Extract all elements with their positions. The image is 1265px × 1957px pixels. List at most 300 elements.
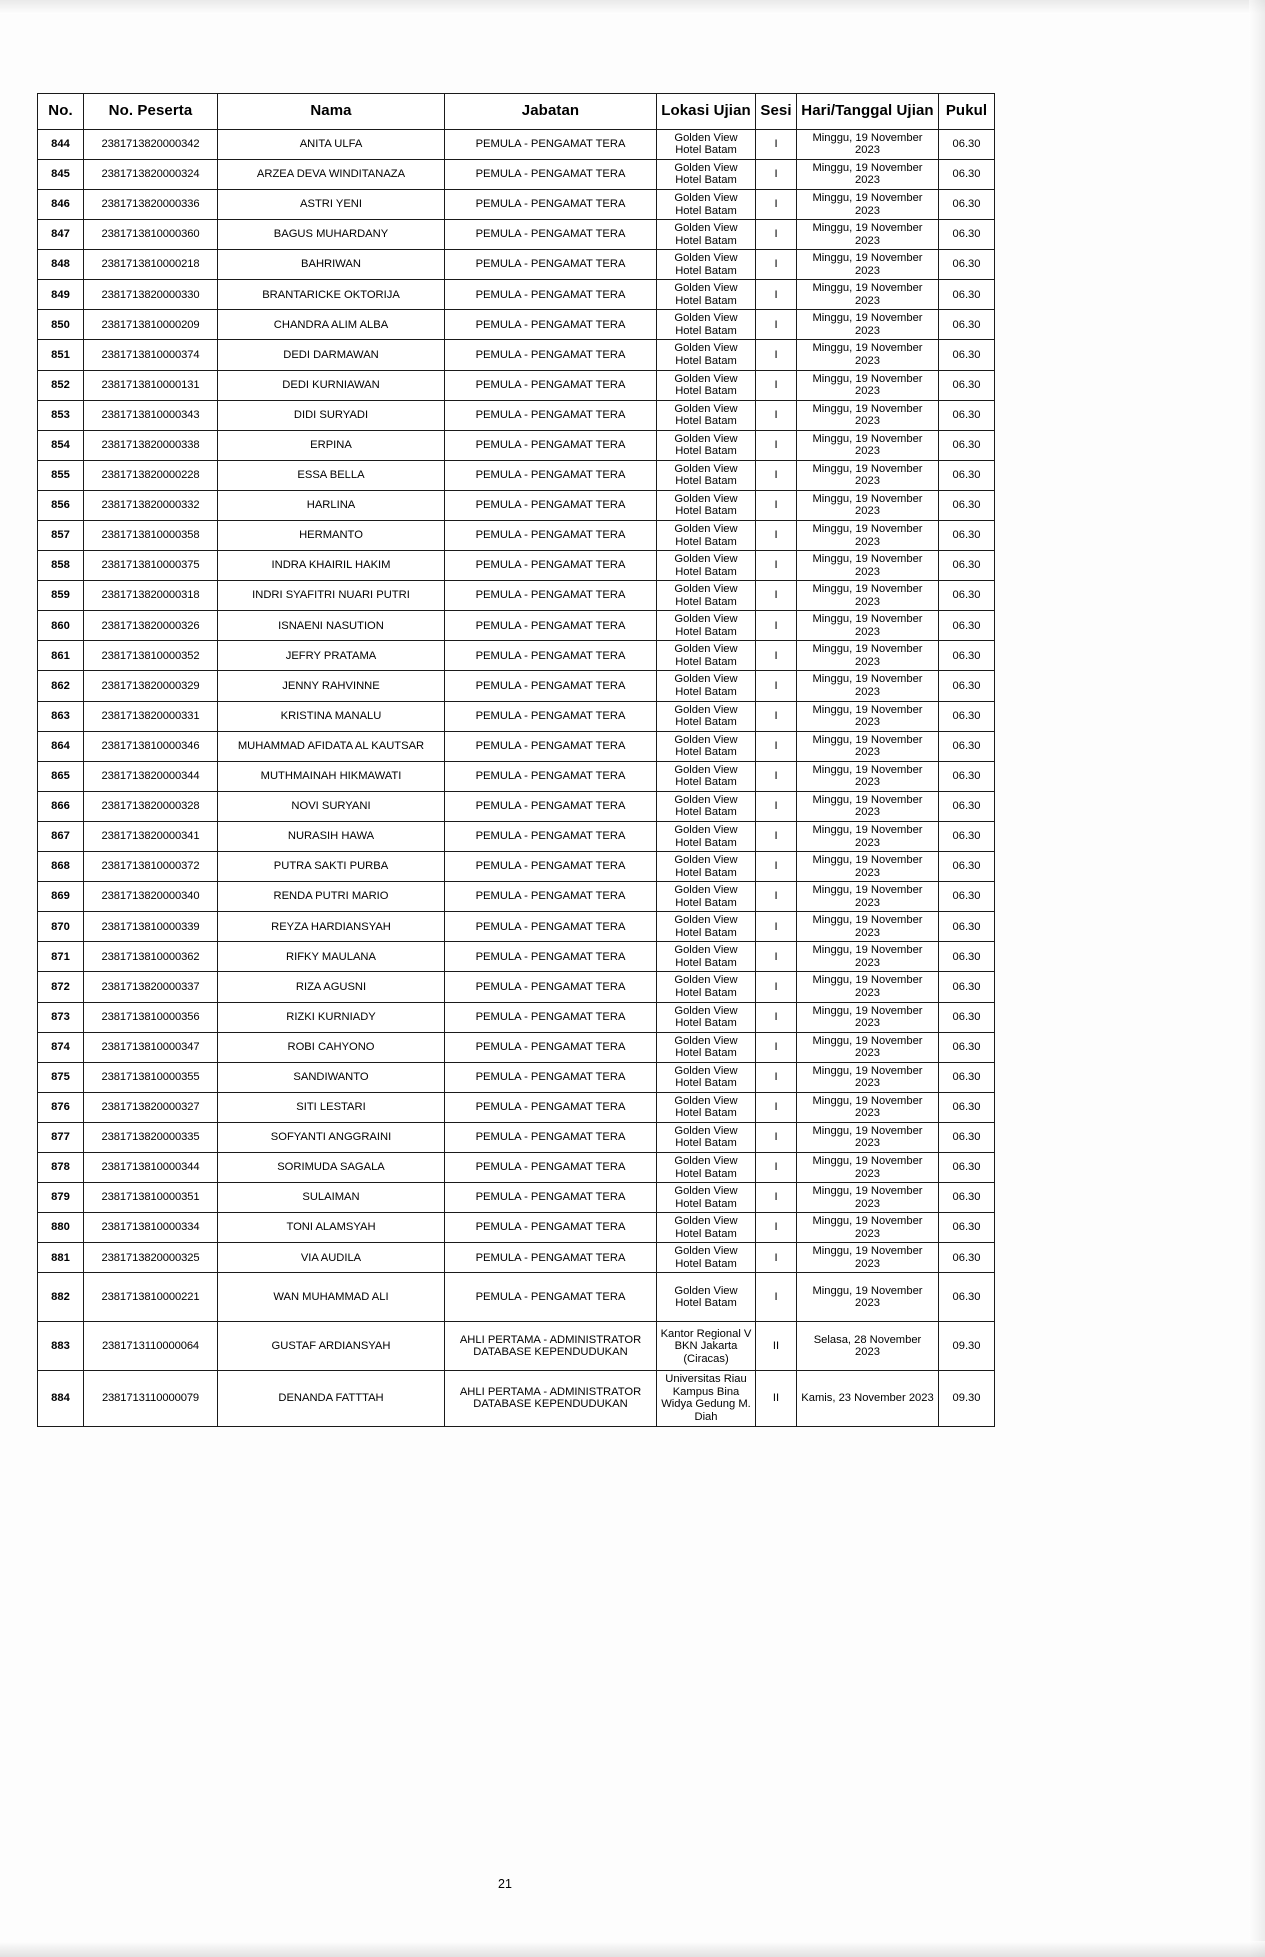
cell-lokasi-ujian: Golden View Hotel Batam [657, 280, 756, 310]
cell-lokasi-ujian: Golden View Hotel Batam [657, 340, 756, 370]
table-row [38, 430, 995, 460]
cell-jabatan: PEMULA - PENGAMAT TERA [445, 1002, 657, 1032]
cell-hari-tanggal: Minggu, 19 November 2023 [797, 490, 939, 520]
cell-jabatan: PEMULA - PENGAMAT TERA [445, 882, 657, 912]
cell-hari-tanggal: Minggu, 19 November 2023 [797, 821, 939, 851]
cell-nama: INDRA KHAIRIL HAKIM [218, 551, 445, 581]
cell-hari-tanggal: Minggu, 19 November 2023 [797, 761, 939, 791]
cell-nama: RENDA PUTRI MARIO [218, 882, 445, 912]
cell-lokasi-ujian: Kantor Regional V BKN Jakarta (Ciracas) [657, 1322, 756, 1371]
cell-hari-tanggal: Minggu, 19 November 2023 [797, 1032, 939, 1062]
cell-no: 879 [38, 1183, 84, 1213]
cell-hari-tanggal: Minggu, 19 November 2023 [797, 189, 939, 219]
cell-hari-tanggal: Minggu, 19 November 2023 [797, 129, 939, 159]
cell-pukul: 06.30 [939, 460, 995, 490]
column-header-nama: Nama [218, 94, 445, 130]
cell-sesi: I [756, 1243, 797, 1273]
cell-jabatan: PEMULA - PENGAMAT TERA [445, 821, 657, 851]
cell-no-peserta: 2381713820000328 [84, 791, 218, 821]
cell-lokasi-ujian: Golden View Hotel Batam [657, 370, 756, 400]
cell-sesi: I [756, 1152, 797, 1182]
cell-pukul: 06.30 [939, 912, 995, 942]
cell-no-peserta: 2381713820000337 [84, 972, 218, 1002]
cell-jabatan: AHLI PERTAMA - ADMINISTRATOR DATABASE KEPENDUDUKAN [445, 1322, 657, 1371]
cell-nama: RIFKY MAULANA [218, 942, 445, 972]
column-header-jabatan: Jabatan [445, 94, 657, 130]
table-row [38, 310, 995, 340]
cell-hari-tanggal: Minggu, 19 November 2023 [797, 1152, 939, 1182]
cell-pukul: 06.30 [939, 250, 995, 280]
table-row [38, 460, 995, 490]
cell-no: 860 [38, 611, 84, 641]
cell-sesi: I [756, 400, 797, 430]
cell-lokasi-ujian: Golden View Hotel Batam [657, 761, 756, 791]
table-row [38, 791, 995, 821]
cell-hari-tanggal: Minggu, 19 November 2023 [797, 1122, 939, 1152]
table-row [38, 280, 995, 310]
cell-nama: PUTRA SAKTI PURBA [218, 852, 445, 882]
cell-lokasi-ujian: Golden View Hotel Batam [657, 671, 756, 701]
cell-no: 857 [38, 521, 84, 551]
column-header-no-peserta: No. Peserta [84, 94, 218, 130]
scan-edge-top [0, 0, 1265, 14]
cell-no: 878 [38, 1152, 84, 1182]
cell-hari-tanggal: Minggu, 19 November 2023 [797, 220, 939, 250]
cell-no: 851 [38, 340, 84, 370]
cell-no: 867 [38, 821, 84, 851]
cell-lokasi-ujian: Golden View Hotel Batam [657, 791, 756, 821]
cell-lokasi-ujian: Golden View Hotel Batam [657, 1032, 756, 1062]
table-row [38, 671, 995, 701]
cell-hari-tanggal: Minggu, 19 November 2023 [797, 551, 939, 581]
cell-no: 858 [38, 551, 84, 581]
cell-sesi: I [756, 1092, 797, 1122]
cell-no-peserta: 2381713820000330 [84, 280, 218, 310]
cell-hari-tanggal: Minggu, 19 November 2023 [797, 791, 939, 821]
cell-sesi: I [756, 129, 797, 159]
cell-hari-tanggal: Minggu, 19 November 2023 [797, 521, 939, 551]
table-row [38, 611, 995, 641]
cell-pukul: 06.30 [939, 882, 995, 912]
table-row [38, 942, 995, 972]
cell-hari-tanggal: Minggu, 19 November 2023 [797, 340, 939, 370]
cell-jabatan: PEMULA - PENGAMAT TERA [445, 1183, 657, 1213]
cell-no-peserta: 2381713810000209 [84, 310, 218, 340]
cell-no: 850 [38, 310, 84, 340]
cell-hari-tanggal: Minggu, 19 November 2023 [797, 1062, 939, 1092]
cell-sesi: II [756, 1371, 797, 1426]
column-header-sesi: Sesi [756, 94, 797, 130]
cell-no-peserta: 2381713810000375 [84, 551, 218, 581]
cell-hari-tanggal: Minggu, 19 November 2023 [797, 882, 939, 912]
cell-no-peserta: 2381713820000335 [84, 1122, 218, 1152]
cell-jabatan: PEMULA - PENGAMAT TERA [445, 852, 657, 882]
cell-no-peserta: 2381713820000327 [84, 1092, 218, 1122]
cell-lokasi-ujian: Golden View Hotel Batam [657, 641, 756, 671]
cell-no: 848 [38, 250, 84, 280]
cell-hari-tanggal: Minggu, 19 November 2023 [797, 1273, 939, 1322]
cell-no-peserta: 2381713810000339 [84, 912, 218, 942]
cell-pukul: 06.30 [939, 340, 995, 370]
cell-jabatan: PEMULA - PENGAMAT TERA [445, 1273, 657, 1322]
cell-no-peserta: 2381713810000131 [84, 370, 218, 400]
cell-no: 856 [38, 490, 84, 520]
cell-sesi: I [756, 280, 797, 310]
cell-jabatan: PEMULA - PENGAMAT TERA [445, 1122, 657, 1152]
cell-no-peserta: 2381713820000336 [84, 189, 218, 219]
cell-lokasi-ujian: Golden View Hotel Batam [657, 250, 756, 280]
document-body [37, 93, 988, 1427]
table-row [38, 250, 995, 280]
cell-no: 882 [38, 1273, 84, 1322]
cell-sesi: I [756, 250, 797, 280]
cell-hari-tanggal: Minggu, 19 November 2023 [797, 1092, 939, 1122]
cell-sesi: I [756, 1183, 797, 1213]
cell-lokasi-ujian: Golden View Hotel Batam [657, 581, 756, 611]
table-row [38, 731, 995, 761]
cell-nama: REYZA HARDIANSYAH [218, 912, 445, 942]
cell-hari-tanggal: Minggu, 19 November 2023 [797, 1243, 939, 1273]
cell-sesi: I [756, 159, 797, 189]
cell-nama: SULAIMAN [218, 1183, 445, 1213]
cell-pukul: 06.30 [939, 1213, 995, 1243]
cell-lokasi-ujian: Golden View Hotel Batam [657, 430, 756, 460]
scan-edge-bottom [0, 1941, 1265, 1957]
cell-jabatan: PEMULA - PENGAMAT TERA [445, 400, 657, 430]
cell-no: 880 [38, 1213, 84, 1243]
cell-hari-tanggal: Minggu, 19 November 2023 [797, 430, 939, 460]
cell-pukul: 06.30 [939, 129, 995, 159]
cell-nama: ISNAENI NASUTION [218, 611, 445, 641]
cell-sesi: I [756, 972, 797, 1002]
cell-hari-tanggal: Minggu, 19 November 2023 [797, 1213, 939, 1243]
cell-nama: NURASIH HAWA [218, 821, 445, 851]
cell-nama: NOVI SURYANI [218, 791, 445, 821]
cell-nama: ASTRI YENI [218, 189, 445, 219]
cell-nama: WAN MUHAMMAD ALI [218, 1273, 445, 1322]
cell-pukul: 06.30 [939, 671, 995, 701]
table-row [38, 1122, 995, 1152]
cell-pukul: 06.30 [939, 521, 995, 551]
table-row [38, 1371, 995, 1426]
cell-pukul: 06.30 [939, 1002, 995, 1032]
cell-no: 849 [38, 280, 84, 310]
cell-lokasi-ujian: Golden View Hotel Batam [657, 731, 756, 761]
cell-nama: MUHAMMAD AFIDATA AL KAUTSAR [218, 731, 445, 761]
cell-jabatan: PEMULA - PENGAMAT TERA [445, 641, 657, 671]
cell-sesi: I [756, 310, 797, 340]
cell-no: 877 [38, 1122, 84, 1152]
cell-lokasi-ujian: Golden View Hotel Batam [657, 490, 756, 520]
cell-no-peserta: 2381713820000344 [84, 761, 218, 791]
cell-nama: ROBI CAHYONO [218, 1032, 445, 1062]
cell-jabatan: PEMULA - PENGAMAT TERA [445, 611, 657, 641]
cell-jabatan: PEMULA - PENGAMAT TERA [445, 521, 657, 551]
table-row [38, 1152, 995, 1182]
cell-lokasi-ujian: Golden View Hotel Batam [657, 912, 756, 942]
cell-jabatan: PEMULA - PENGAMAT TERA [445, 280, 657, 310]
cell-jabatan: AHLI PERTAMA - ADMINISTRATOR DATABASE KEPENDUDUKAN [445, 1371, 657, 1426]
cell-lokasi-ujian: Golden View Hotel Batam [657, 1183, 756, 1213]
cell-nama: HARLINA [218, 490, 445, 520]
cell-hari-tanggal: Minggu, 19 November 2023 [797, 611, 939, 641]
table-row [38, 551, 995, 581]
cell-nama: DEDI KURNIAWAN [218, 370, 445, 400]
cell-lokasi-ujian: Golden View Hotel Batam [657, 942, 756, 972]
cell-pukul: 06.30 [939, 1243, 995, 1273]
cell-jabatan: PEMULA - PENGAMAT TERA [445, 791, 657, 821]
cell-sesi: I [756, 641, 797, 671]
cell-hari-tanggal: Minggu, 19 November 2023 [797, 310, 939, 340]
cell-no-peserta: 2381713810000221 [84, 1273, 218, 1322]
table-row [38, 1243, 995, 1273]
cell-no-peserta: 2381713810000374 [84, 340, 218, 370]
cell-sesi: I [756, 430, 797, 460]
cell-nama: DEDI DARMAWAN [218, 340, 445, 370]
cell-nama: HERMANTO [218, 521, 445, 551]
cell-hari-tanggal: Selasa, 28 November 2023 [797, 1322, 939, 1371]
cell-pukul: 06.30 [939, 611, 995, 641]
cell-pukul: 06.30 [939, 1273, 995, 1322]
cell-nama: ANITA ULFA [218, 129, 445, 159]
cell-no-peserta: 2381713810000360 [84, 220, 218, 250]
table-row [38, 129, 995, 159]
cell-nama: ESSA BELLA [218, 460, 445, 490]
table-row [38, 220, 995, 250]
cell-pukul: 06.30 [939, 430, 995, 460]
cell-nama: INDRI SYAFITRI NUARI PUTRI [218, 581, 445, 611]
cell-no-peserta: 2381713110000079 [84, 1371, 218, 1426]
cell-hari-tanggal: Kamis, 23 November 2023 [797, 1371, 939, 1426]
cell-nama: BRANTARICKE OKTORIJA [218, 280, 445, 310]
table-row [38, 1322, 995, 1371]
table-row [38, 1273, 995, 1322]
cell-no-peserta: 2381713810000362 [84, 942, 218, 972]
cell-lokasi-ujian: Golden View Hotel Batam [657, 310, 756, 340]
table-row [38, 159, 995, 189]
cell-sesi: I [756, 912, 797, 942]
cell-hari-tanggal: Minggu, 19 November 2023 [797, 280, 939, 310]
table-row [38, 1062, 995, 1092]
cell-no-peserta: 2381713820000331 [84, 701, 218, 731]
cell-pukul: 06.30 [939, 761, 995, 791]
cell-sesi: I [756, 460, 797, 490]
cell-pukul: 06.30 [939, 551, 995, 581]
cell-pukul: 06.30 [939, 731, 995, 761]
cell-jabatan: PEMULA - PENGAMAT TERA [445, 370, 657, 400]
cell-no-peserta: 2381713820000340 [84, 882, 218, 912]
cell-no: 854 [38, 430, 84, 460]
cell-lokasi-ujian: Universitas Riau Kampus Bina Widya Gedung M. Diah [657, 1371, 756, 1426]
cell-sesi: I [756, 882, 797, 912]
cell-no: 865 [38, 761, 84, 791]
cell-pukul: 06.30 [939, 220, 995, 250]
cell-sesi: I [756, 340, 797, 370]
cell-no: 844 [38, 129, 84, 159]
cell-no-peserta: 2381713810000218 [84, 250, 218, 280]
cell-no-peserta: 2381713820000338 [84, 430, 218, 460]
cell-nama: BAHRIWAN [218, 250, 445, 280]
cell-pukul: 06.30 [939, 1152, 995, 1182]
cell-hari-tanggal: Minggu, 19 November 2023 [797, 370, 939, 400]
cell-no-peserta: 2381713810000351 [84, 1183, 218, 1213]
cell-jabatan: PEMULA - PENGAMAT TERA [445, 671, 657, 701]
cell-sesi: I [756, 1062, 797, 1092]
cell-no: 863 [38, 701, 84, 731]
cell-lokasi-ujian: Golden View Hotel Batam [657, 189, 756, 219]
cell-no: 869 [38, 882, 84, 912]
cell-jabatan: PEMULA - PENGAMAT TERA [445, 310, 657, 340]
cell-jabatan: PEMULA - PENGAMAT TERA [445, 460, 657, 490]
cell-no: 883 [38, 1322, 84, 1371]
cell-no-peserta: 2381713820000332 [84, 490, 218, 520]
table-row [38, 641, 995, 671]
cell-sesi: I [756, 220, 797, 250]
cell-lokasi-ujian: Golden View Hotel Batam [657, 882, 756, 912]
table-row [38, 1183, 995, 1213]
table-row [38, 370, 995, 400]
cell-pukul: 06.30 [939, 280, 995, 310]
cell-jabatan: PEMULA - PENGAMAT TERA [445, 1062, 657, 1092]
column-header-no: No. [38, 94, 84, 130]
cell-sesi: I [756, 1273, 797, 1322]
cell-sesi: I [756, 551, 797, 581]
scan-edge-right [1249, 0, 1265, 1957]
cell-lokasi-ujian: Golden View Hotel Batam [657, 1273, 756, 1322]
cell-sesi: II [756, 1322, 797, 1371]
cell-lokasi-ujian: Golden View Hotel Batam [657, 129, 756, 159]
table-row [38, 340, 995, 370]
cell-pukul: 06.30 [939, 159, 995, 189]
column-header-hari-tanggal-ujian: Hari/Tanggal Ujian [797, 94, 939, 130]
cell-jabatan: PEMULA - PENGAMAT TERA [445, 1092, 657, 1122]
cell-sesi: I [756, 761, 797, 791]
cell-pukul: 06.30 [939, 189, 995, 219]
cell-pukul: 09.30 [939, 1371, 995, 1426]
cell-jabatan: PEMULA - PENGAMAT TERA [445, 430, 657, 460]
cell-sesi: I [756, 701, 797, 731]
cell-pukul: 06.30 [939, 1062, 995, 1092]
cell-no-peserta: 2381713810000334 [84, 1213, 218, 1243]
cell-pukul: 06.30 [939, 641, 995, 671]
cell-jabatan: PEMULA - PENGAMAT TERA [445, 1213, 657, 1243]
cell-sesi: I [756, 852, 797, 882]
cell-pukul: 06.30 [939, 972, 995, 1002]
cell-hari-tanggal: Minggu, 19 November 2023 [797, 671, 939, 701]
cell-no: 852 [38, 370, 84, 400]
cell-no-peserta: 2381713810000343 [84, 400, 218, 430]
cell-no: 876 [38, 1092, 84, 1122]
cell-sesi: I [756, 1213, 797, 1243]
cell-hari-tanggal: Minggu, 19 November 2023 [797, 912, 939, 942]
table-row [38, 912, 995, 942]
table-row [38, 852, 995, 882]
cell-pukul: 06.30 [939, 490, 995, 520]
cell-sesi: I [756, 791, 797, 821]
cell-no: 866 [38, 791, 84, 821]
cell-lokasi-ujian: Golden View Hotel Batam [657, 1092, 756, 1122]
cell-no: 845 [38, 159, 84, 189]
cell-nama: DENANDA FATTTAH [218, 1371, 445, 1426]
cell-nama: ERPINA [218, 430, 445, 460]
cell-no-peserta: 2381713820000342 [84, 129, 218, 159]
cell-hari-tanggal: Minggu, 19 November 2023 [797, 1002, 939, 1032]
cell-nama: SANDIWANTO [218, 1062, 445, 1092]
table-header-row [38, 94, 995, 130]
cell-lokasi-ujian: Golden View Hotel Batam [657, 1152, 756, 1182]
cell-jabatan: PEMULA - PENGAMAT TERA [445, 340, 657, 370]
participant-schedule-table [37, 93, 995, 1427]
cell-jabatan: PEMULA - PENGAMAT TERA [445, 761, 657, 791]
cell-jabatan: PEMULA - PENGAMAT TERA [445, 581, 657, 611]
cell-sesi: I [756, 490, 797, 520]
cell-sesi: I [756, 581, 797, 611]
cell-lokasi-ujian: Golden View Hotel Batam [657, 1243, 756, 1273]
table-row [38, 581, 995, 611]
cell-no: 862 [38, 671, 84, 701]
cell-hari-tanggal: Minggu, 19 November 2023 [797, 641, 939, 671]
cell-pukul: 06.30 [939, 1092, 995, 1122]
table-body [38, 129, 995, 1426]
cell-no-peserta: 2381713810000352 [84, 641, 218, 671]
cell-sesi: I [756, 1032, 797, 1062]
cell-nama: GUSTAF ARDIANSYAH [218, 1322, 445, 1371]
cell-sesi: I [756, 731, 797, 761]
cell-jabatan: PEMULA - PENGAMAT TERA [445, 490, 657, 520]
cell-no: 884 [38, 1371, 84, 1426]
table-row [38, 882, 995, 912]
cell-no: 874 [38, 1032, 84, 1062]
cell-no: 855 [38, 460, 84, 490]
cell-hari-tanggal: Minggu, 19 November 2023 [797, 250, 939, 280]
cell-no: 870 [38, 912, 84, 942]
cell-no-peserta: 2381713810000355 [84, 1062, 218, 1092]
cell-jabatan: PEMULA - PENGAMAT TERA [445, 551, 657, 581]
cell-jabatan: PEMULA - PENGAMAT TERA [445, 250, 657, 280]
cell-no: 872 [38, 972, 84, 1002]
cell-no-peserta: 2381713820000341 [84, 821, 218, 851]
cell-jabatan: PEMULA - PENGAMAT TERA [445, 159, 657, 189]
cell-lokasi-ujian: Golden View Hotel Batam [657, 400, 756, 430]
cell-nama: SOFYANTI ANGGRAINI [218, 1122, 445, 1152]
cell-no: 859 [38, 581, 84, 611]
cell-sesi: I [756, 189, 797, 219]
cell-lokasi-ujian: Golden View Hotel Batam [657, 821, 756, 851]
cell-hari-tanggal: Minggu, 19 November 2023 [797, 701, 939, 731]
table-row [38, 972, 995, 1002]
cell-pukul: 06.30 [939, 400, 995, 430]
cell-lokasi-ujian: Golden View Hotel Batam [657, 1213, 756, 1243]
cell-lokasi-ujian: Golden View Hotel Batam [657, 1062, 756, 1092]
cell-sesi: I [756, 1122, 797, 1152]
cell-hari-tanggal: Minggu, 19 November 2023 [797, 852, 939, 882]
cell-lokasi-ujian: Golden View Hotel Batam [657, 701, 756, 731]
cell-no-peserta: 2381713810000372 [84, 852, 218, 882]
cell-no-peserta: 2381713820000228 [84, 460, 218, 490]
table-row [38, 490, 995, 520]
cell-pukul: 06.30 [939, 370, 995, 400]
table-row [38, 1213, 995, 1243]
cell-no-peserta: 2381713820000325 [84, 1243, 218, 1273]
cell-hari-tanggal: Minggu, 19 November 2023 [797, 159, 939, 189]
cell-nama: KRISTINA MANALU [218, 701, 445, 731]
cell-jabatan: PEMULA - PENGAMAT TERA [445, 1243, 657, 1273]
cell-no: 871 [38, 942, 84, 972]
table-row [38, 701, 995, 731]
cell-lokasi-ujian: Golden View Hotel Batam [657, 521, 756, 551]
column-header-lokasi-ujian: Lokasi Ujian [657, 94, 756, 130]
table-row [38, 1032, 995, 1062]
